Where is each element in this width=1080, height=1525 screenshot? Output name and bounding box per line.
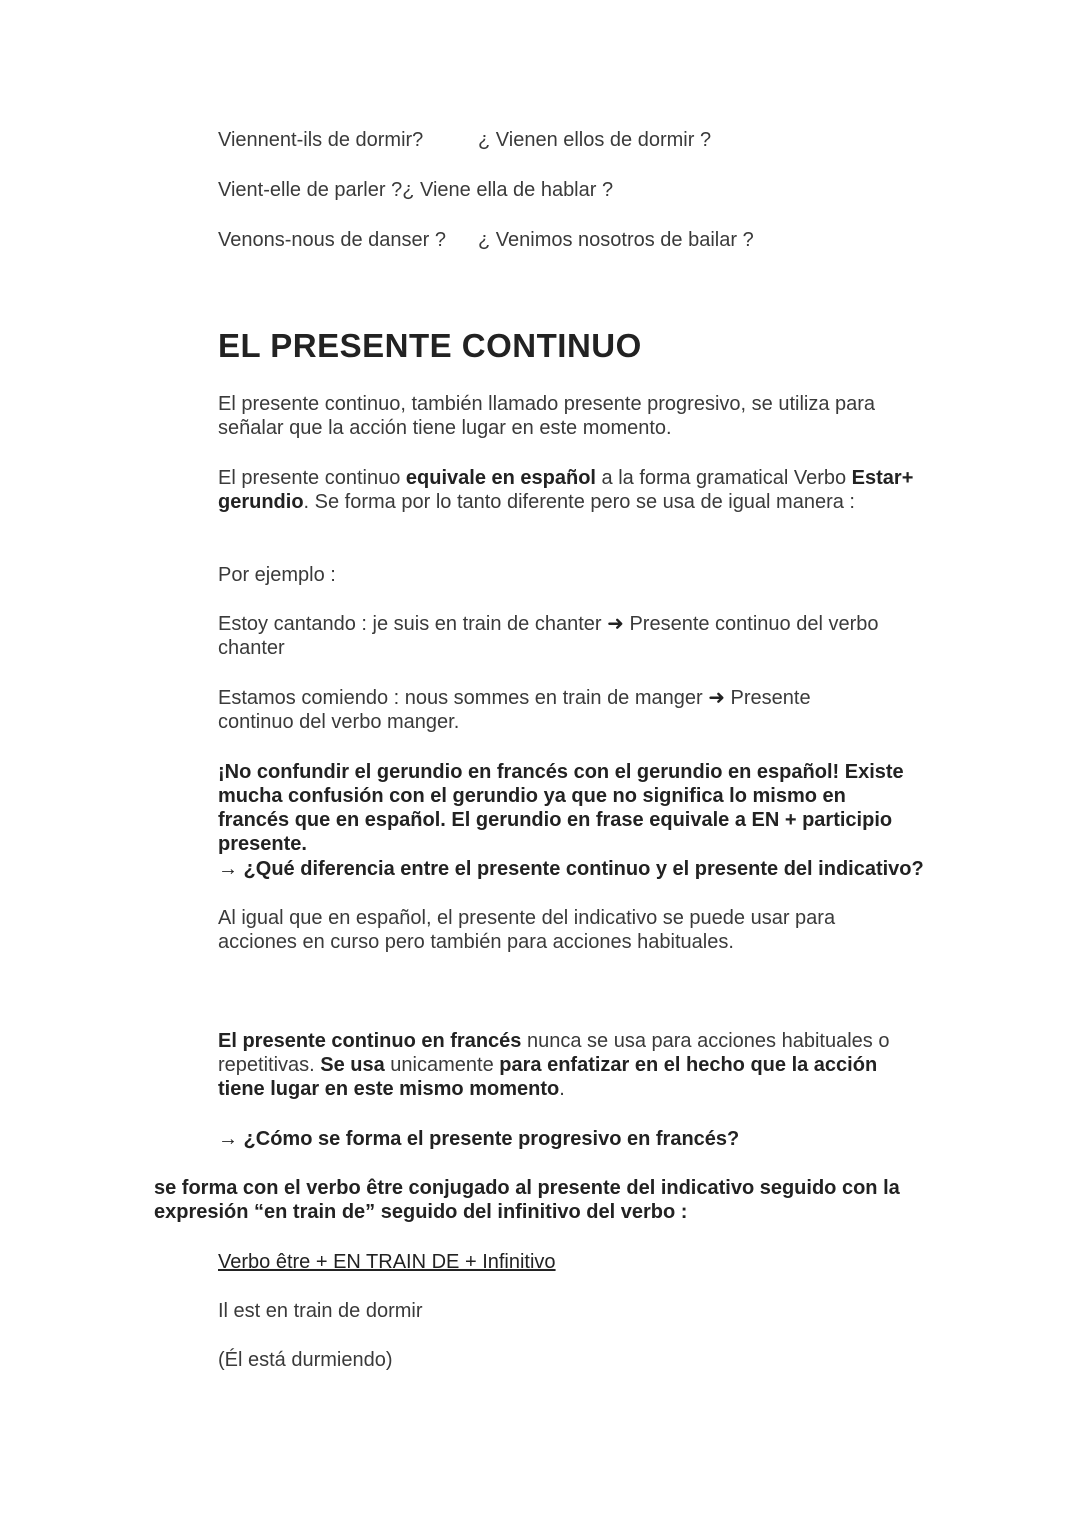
arrow-icon: ➜ bbox=[607, 613, 624, 635]
example-fr: Viennent-ils de dormir? bbox=[218, 129, 424, 151]
paragraph-example-intro: Por ejemplo : bbox=[218, 564, 336, 586]
text-run: . Se forma por lo tanto diferente pero se usa de igual manera : bbox=[303, 491, 855, 513]
paragraph-example-2 bbox=[218, 686, 878, 734]
example-line-2 bbox=[218, 178, 613, 202]
bold-text: equivale en español bbox=[405, 467, 596, 489]
text-run: Estamos comiendo : nous sommes en train de manger bbox=[218, 687, 709, 709]
text-run: El presente continuo bbox=[218, 467, 406, 489]
example-es: ¿ Vienen ellos de dormir ? bbox=[478, 129, 712, 151]
example-fr: Venons-nous de danser ? bbox=[218, 229, 446, 251]
example-es: ¿ Viene ella de hablar ? bbox=[402, 179, 614, 201]
question-difference: → ¿Qué diferencia entre el presente continuo y el presente del indicativo? bbox=[218, 858, 924, 880]
paragraph-continuous-usage bbox=[218, 1029, 918, 1101]
text-run: Presente continuo del verbo chanter bbox=[218, 613, 879, 659]
paragraph-warning: ¡No confundir el gerundio en francés con el gerundio en español! Existe mucha confusión con el gerundio ya que no significa lo mismo en francés que en español. El gerundio en frase equivale a EN + participio presente. bbox=[218, 761, 904, 855]
example-translation: (Él está durmiendo) bbox=[218, 1349, 393, 1371]
paragraph-indicative: Al igual que en español, el presente del indicativo se puede usar para acciones en curso pero también para acciones habituales. bbox=[218, 907, 836, 953]
formula-text: Verbo être + EN TRAIN DE + Infinitivo bbox=[218, 1251, 556, 1273]
paragraph-equivalence bbox=[218, 466, 928, 514]
arrow-icon: ➜ bbox=[708, 687, 725, 709]
example-sentence: Il est en train de dormir bbox=[218, 1300, 423, 1322]
bold-text: Estar+ gerundio bbox=[218, 467, 914, 513]
bold-text: Se usa bbox=[320, 1054, 385, 1076]
text-run: unicamente bbox=[384, 1054, 500, 1076]
bold-text: El presente continuo en francés bbox=[218, 1030, 522, 1052]
example-line-1 bbox=[218, 128, 712, 152]
example-line-3 bbox=[218, 228, 754, 252]
paragraph-example-1 bbox=[218, 612, 928, 660]
example-es: ¿ Venimos nosotros de bailar ? bbox=[478, 229, 754, 251]
formula-line bbox=[218, 1250, 928, 1274]
text-run: a la forma gramatical Verbo bbox=[595, 467, 852, 489]
paragraph-formation: se forma con el verbo être conjugado al presente del indicativo seguido con la expresión “en train de” seguido del infinitivo del verbo : bbox=[154, 1177, 900, 1223]
text-run: Estoy cantando : je suis en train de chanter bbox=[218, 613, 608, 635]
question-formation: → ¿Cómo se forma el presente progresivo en francés? bbox=[218, 1128, 740, 1150]
example-fr: Vient-elle de parler ? bbox=[218, 179, 403, 201]
text-run: Presente continuo del verbo manger. bbox=[218, 687, 811, 733]
bold-text: para enfatizar en el hecho que la acción tiene lugar en este mismo momento bbox=[218, 1054, 878, 1100]
section-title: EL PRESENTE CONTINUO bbox=[218, 327, 642, 364]
text-run: . bbox=[559, 1078, 565, 1100]
paragraph-definition: El presente continuo, también llamado presente progresivo, se utiliza para señalar que la acción tiene lugar en este momento. bbox=[218, 393, 876, 439]
text-run: nunca se usa para acciones habituales o repetitivas. bbox=[218, 1030, 890, 1076]
